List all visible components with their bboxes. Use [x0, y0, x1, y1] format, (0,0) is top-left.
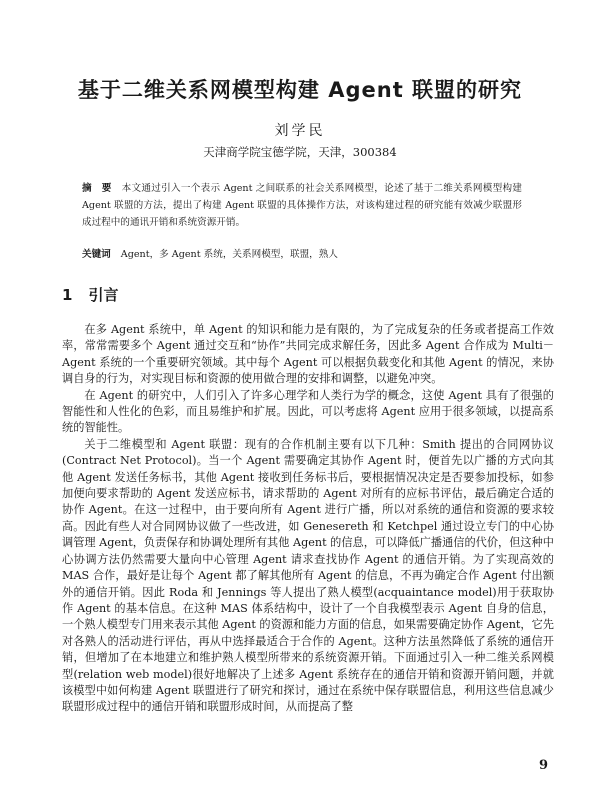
body-text: [62, 322, 554, 716]
abstract-text: 本文通过引入一个表示 Agent 之间联系的社会关系网模型，论述了基于二维关系网模型构建 Agent 联盟的方法，提出了构建 Agent 联盟的具体操作方法，对该构建过程的研究能有效减少联盟形成过程中的通讯开销和系统资源开销。: [82, 183, 523, 228]
section-title: 引言: [88, 286, 119, 304]
abstract: [82, 180, 522, 231]
body-paragraph-3: 关于二维模型和 Agent 联盟：现有的合作机制主要有以下几种：Smith 提出的合同网协议(Contract Net Protocol)。当一个 Agent 需要确定其协作 Agent 时，便首先以广播的方式向其他 Agent 发送任务标书，其他 Agent 接收到任务标书后，要根据情况决定是否要参加投标，如参加便向要求帮助的 Agent 发送应标书，请求帮助的 Agent 对所有的应标书评估，最后确定合适的协作 Agent。在这一过程中，由于要向所有 Agent 进行广播，所以对系统的通信和资源的要求较高。因此有些人对合同网协议做了一些改进，如 Genesereth 和 Ketchpel 通过设立专门的中心协调管理 Agent，负责保存和协调处理所有其他 Agent 的信息，可以降低广播通信的代价，但这种中心协调方法仍然需要大量向中心管理 Agent 请求查找协作 Agent 的通信开销。为了实现高效的 MAS 合作，最好是让每个 Agent 都了解其他所有 Agent 的信息，不再为确定合作 Agent 付出额外的通信开销。因此 Roda 和 Jennings 等人提出了熟人模型(acquaintance model)用于获取协作 Agent 的基本信息。在这种 MAS 体系结构中，设计了一个自我模型表示 Agent 自身的信息，一个熟人模型专门用来表示其他 Agent 的资源和能力方面的信息，如果需要确定协作 Agent，它先对各熟人的活动进行评估，再从中选择最适合于合作的 Agent。这种方法虽然降低了系统的通信开销，但增加了在本地建立和维护熟人模型所带来的系统资源开销。下面通过引入一种二维关系网模型(relation web model)很好地解决了上述多 Agent 系统存在的通信开销和资源开销问题，并就该模型中如何构建 Agent 联盟进行了研究和探讨，通过在系统中保存联盟信息，利用这些信息减少联盟形成过程中的通信开销和联盟形成时间，从而提高了整: [62, 437, 554, 714]
body-paragraph-2: 在 Agent 的研究中，人们引入了许多心理学和人类行为学的概念，这使 Agent 具有了很强的智能性和人性化的色彩，而且易维护和扩展。因此，可以考虑将 Agent 应用于很多领域，以提高系统的智能性。: [62, 388, 554, 435]
section-heading: [62, 284, 118, 305]
author-name: 刘学民: [274, 123, 326, 139]
abstract-label: 摘 要: [82, 183, 112, 194]
page-number: 9: [538, 758, 548, 773]
paper-title: 基于二维关系网模型构建 Agent 联盟的研究: [77, 78, 523, 102]
keywords: [82, 246, 522, 263]
keywords-label: 关键词: [82, 249, 111, 260]
author-affiliation: 天津商学院宝德学院，天津，300384: [203, 145, 397, 159]
keywords-text: Agent，多 Agent 系统，关系网模型，联盟，熟人: [120, 249, 338, 260]
section-number: 1: [62, 286, 73, 304]
body-paragraph-1: 在多 Agent 系统中，单 Agent 的知识和能力是有限的，为了完成复杂的任务或者提高工作效率，常常需要多个 Agent 通过交互和“协作”共同完成求解任务，因此多 Agent 合作成为 Multi－Agent 系统的一个重要研究领域。其中每个 Agent 可以根据负载变化和其他 Agent 的情况，来协调自身的行为，对实现目标和资源的使用做合理的安排和调整，以避免冲突。: [62, 323, 554, 386]
